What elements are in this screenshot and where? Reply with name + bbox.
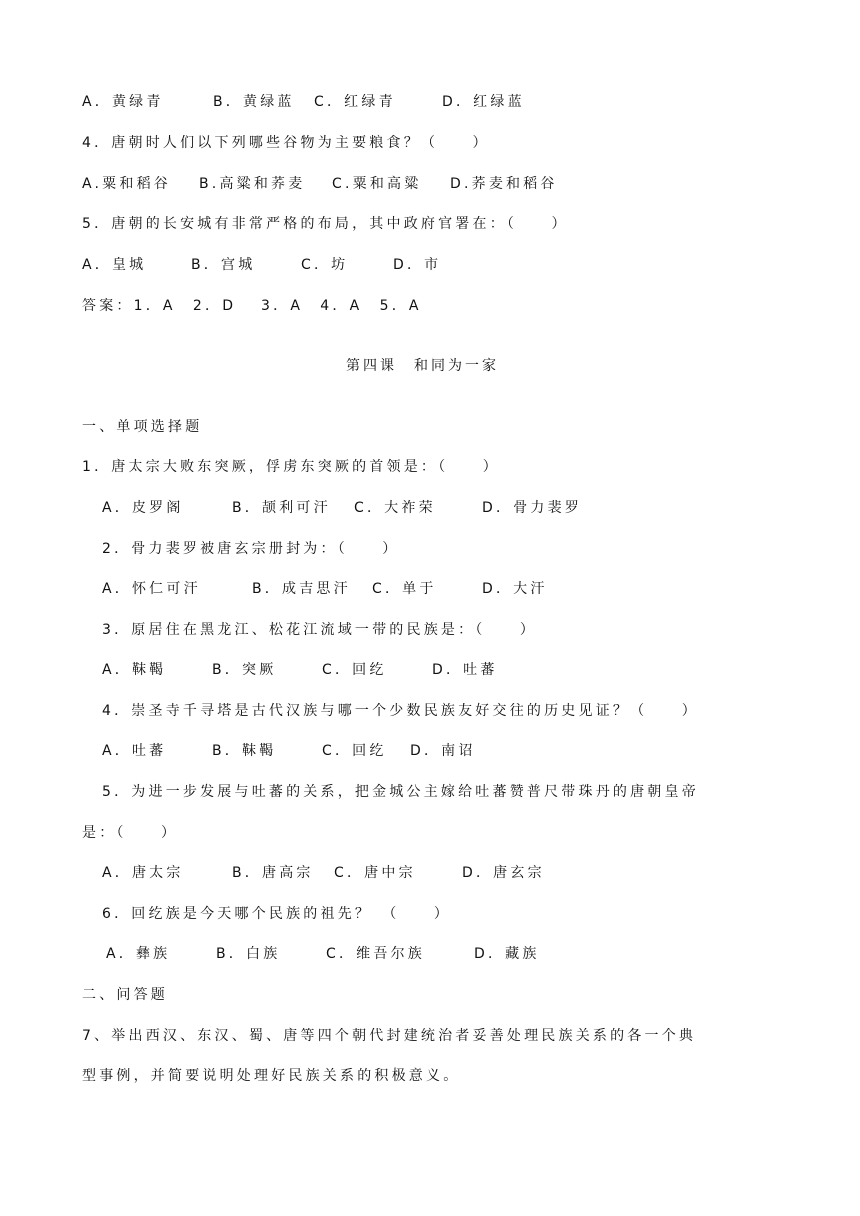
option-a: A．黄绿青 (82, 94, 164, 110)
question-4-text: 4．崇圣寺千寻塔是古代汉族与哪一个少数民族友好交往的历史见证？（ ） (102, 703, 699, 719)
section-heading-single-choice: 一、单项选择题 (82, 419, 203, 435)
option-c: C．回纥 (322, 662, 387, 678)
option-d: D．吐蕃 (432, 662, 498, 678)
option-c: C．红绿青 (314, 94, 396, 110)
question-7-text-line2: 型事例，并简要说明处理好民族关系的积极意义。 (82, 1068, 461, 1084)
question-5-text-line1: 5．为进一步发展与吐蕃的关系，把金城公主嫁给吐蕃赞普尺带珠丹的唐朝皇帝 (102, 784, 699, 800)
option-a: A．皇城 (82, 257, 147, 273)
option-d: D．南诏 (410, 743, 476, 759)
question-5-text-line2: 是：（ ） (82, 825, 179, 841)
option-c: C．唐中宗 (334, 865, 416, 881)
option-b: B．唐高宗 (232, 865, 314, 881)
option-d: D.荞麦和稻谷 (450, 176, 558, 192)
option-a: A.粟和稻谷 (82, 176, 171, 192)
option-d: D．大汗 (482, 581, 548, 597)
option-d: D．藏族 (474, 946, 540, 962)
option-c: C．维吾尔族 (326, 946, 425, 962)
question-2-text: 2．骨力裴罗被唐玄宗册封为：（ ） (102, 541, 400, 557)
option-c: C．坊 (301, 257, 349, 273)
option-b: B．突厥 (212, 662, 277, 678)
lesson-title: 第四课 和同为一家 (346, 358, 499, 374)
option-a: A．唐太宗 (102, 865, 184, 881)
option-a: A．靺鞨 (102, 662, 167, 678)
section-heading-short-answer: 二、问答题 (82, 987, 168, 1003)
option-c: C．回纥 (322, 743, 387, 759)
option-d: D．唐玄宗 (462, 865, 545, 881)
option-c: C.粟和高粱 (332, 176, 422, 192)
question-6-text: 6．回纥族是今天哪个民族的祖先？ （ ） (102, 906, 452, 922)
option-d: D．市 (393, 257, 442, 273)
option-c: C．单于 (372, 581, 437, 597)
option-b: B．成吉思汗 (252, 581, 351, 597)
question-3-text: 3．原居住在黑龙江、松花江流域一带的民族是：（ ） (102, 622, 538, 638)
option-a: A．彝族 (106, 946, 171, 962)
question-7-text-line1: 7、举出西汉、东汉、蜀、唐等四个朝代封建统治者妥善处理民族关系的各一个典 (82, 1028, 697, 1044)
option-b: B．颉利可汗 (232, 500, 331, 516)
option-c: C．大祚荣 (354, 500, 436, 516)
option-b: B．宫城 (191, 257, 256, 273)
prev-q4-text: 4．唐朝时人们以下列哪些谷物为主要粮食？（ ） (82, 135, 490, 151)
answer-key: 答案：1．A 2．D 3．A 4．A 5．A (82, 298, 422, 314)
question-1-text: 1．唐太宗大败东突厥，俘虏东突厥的首领是：（ ） (82, 459, 500, 475)
option-b: B．黄绿蓝 (213, 94, 295, 110)
option-a: A．怀仁可汗 (102, 581, 201, 597)
option-a: A．吐蕃 (102, 743, 167, 759)
option-b: B.高粱和荞麦 (199, 176, 306, 192)
option-b: B．靺鞨 (212, 743, 277, 759)
option-a: A．皮罗阁 (102, 500, 184, 516)
option-b: B．白族 (216, 946, 281, 962)
option-d: D．红绿蓝 (442, 94, 525, 110)
prev-q5-text: 5．唐朝的长安城有非常严格的布局，其中政府官署在：（ ） (82, 216, 569, 232)
option-d: D．骨力裴罗 (482, 500, 582, 516)
